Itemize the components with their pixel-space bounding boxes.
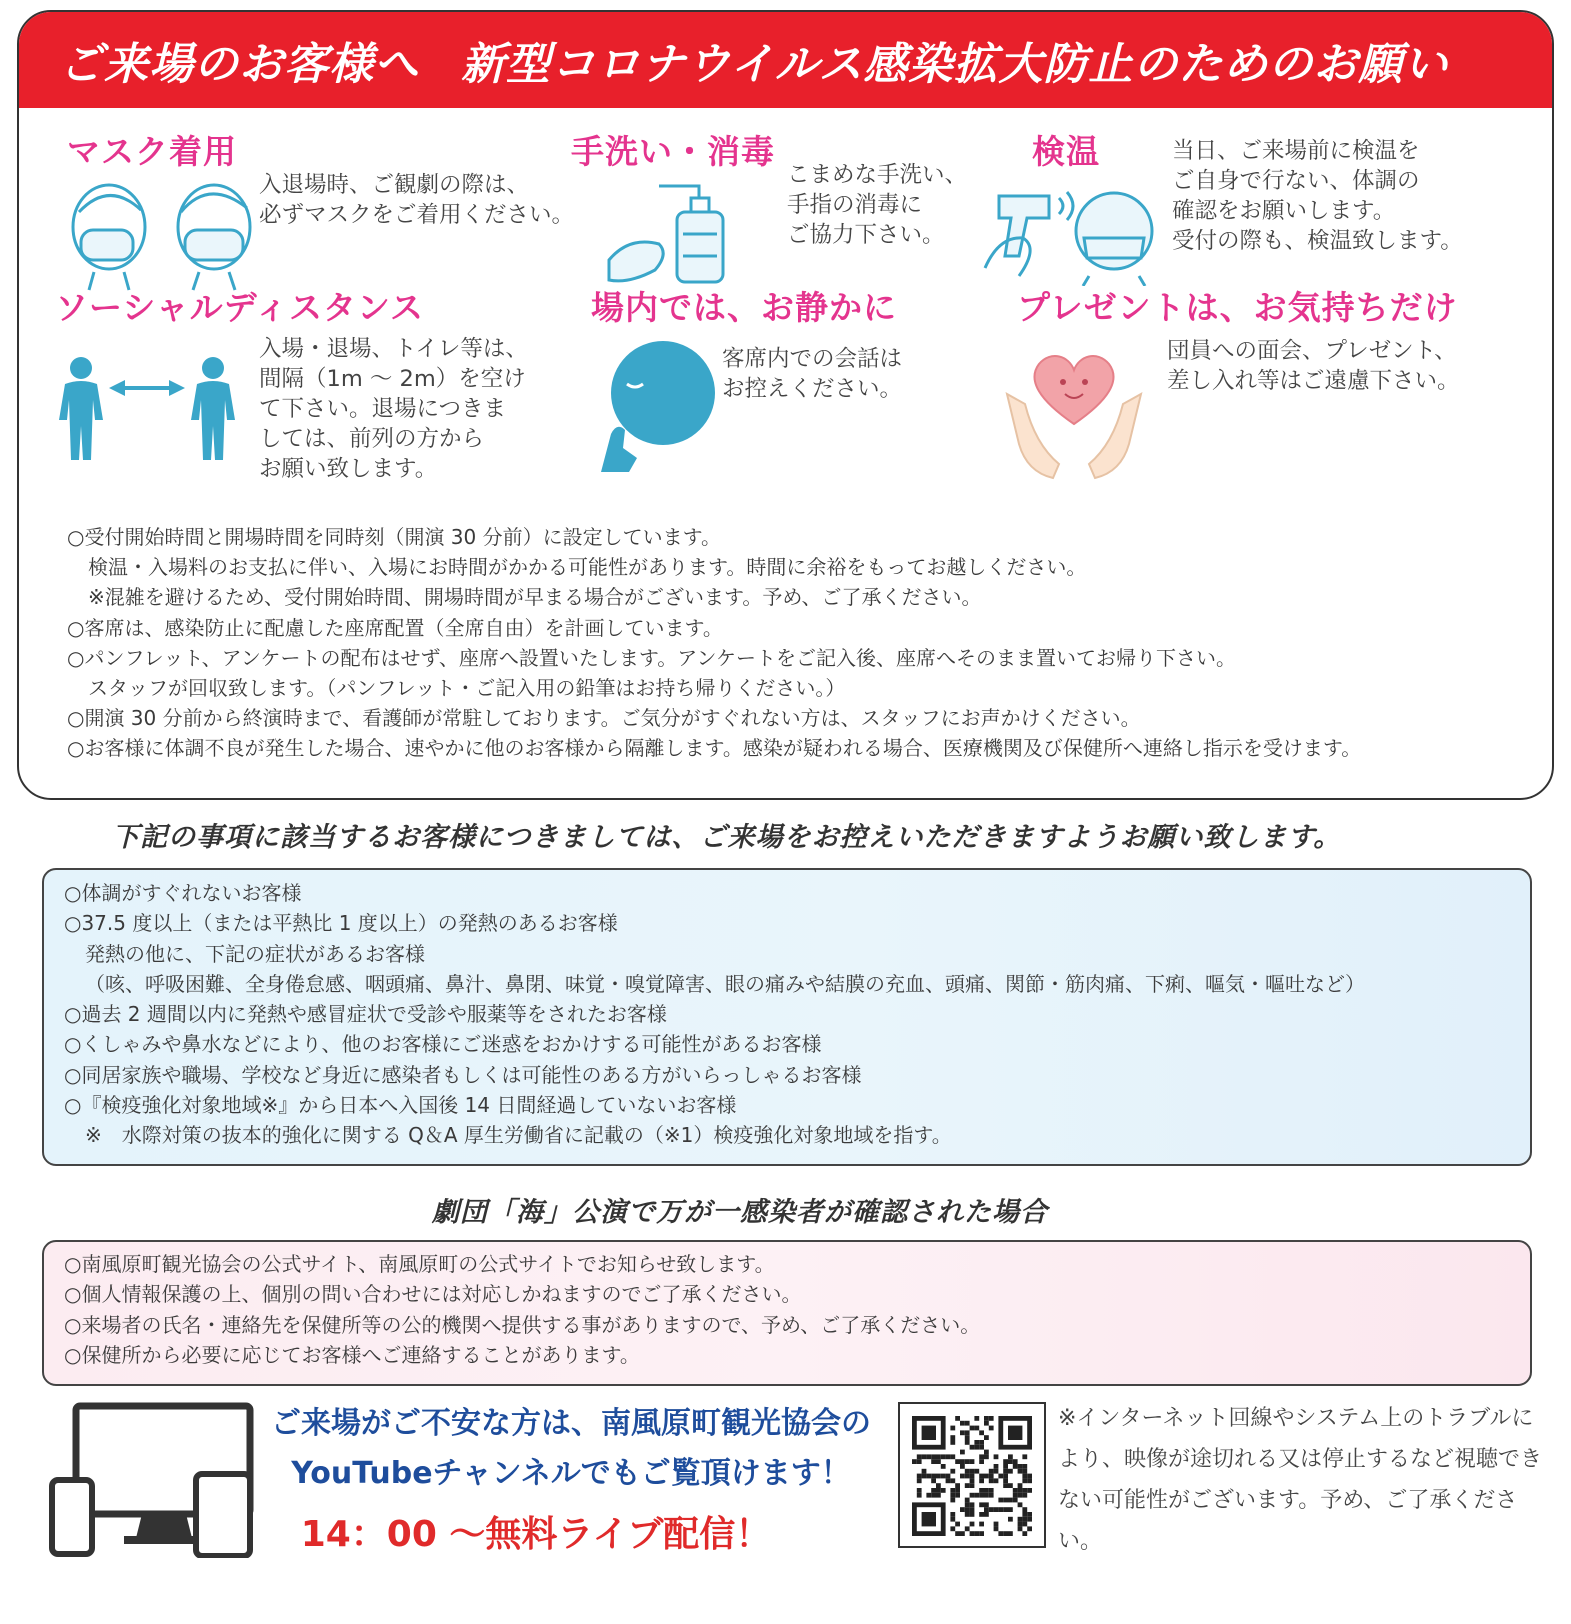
header-right: 新型コロナウイルス感染拡大防止のためのお願い: [461, 39, 1449, 90]
temperature-body: 当日、ご来場前に検温を ご自身で行ない、体調の 確認をお願いします。 受付の際も、検温致します。: [1172, 138, 1463, 254]
temperature-title: 検温: [1032, 132, 1100, 171]
list-item: 発熱の他に、下記の症状があるお客様: [85, 941, 425, 966]
list-item: （咳、呼吸困難、全身倦怠感、咽頭痛、鼻汁、鼻閉、味覚・嗅覚障害、眼の痛みや結膜の充血、頭痛、関節・筋肉痛、下痢、嘔気・嘔吐など）: [85, 971, 1365, 996]
disclaimer-text: ※インターネット回線やシステム上のトラブルにより、映像が途切れる又は停止するなど視聴できない可能性がございます。予め、ご了承ください。: [1058, 1406, 1543, 1554]
list-item: ○個人情報保護の上、個別の問い合わせには対応しかねますのでご了承ください。: [64, 1282, 802, 1307]
social-distance-icon: [53, 356, 243, 466]
note-item: ○開演 30 分前から終演時まで、看護師が常駐しております。ご気分がすぐれない方は、スタッフにお声かけください。: [67, 706, 1141, 731]
handwash-title: 手洗い・消毒: [571, 132, 775, 171]
quiet-face-icon: [593, 338, 723, 474]
thermometer-icon: [979, 176, 1159, 286]
note-item: ○お客様に体調不良が発生した場合、速やかに他のお客様から隔離します。感染が疑われる場合、医療機関及び保健所へ連絡し指示を受けます。: [67, 736, 1362, 761]
list-item: ○『検疫強化対象地域※』から日本へ入国後 14 日間経過していないお客様: [64, 1093, 737, 1118]
header-left: ご来場のお客様へ: [59, 39, 419, 90]
list-item: ○同居家族や職場、学校など身近に感染者もしくは可能性のある方がいらっしゃるお客様: [64, 1062, 862, 1087]
masked-face-icon: [59, 172, 259, 292]
note-item: スタッフが回収致します。（パンフレット・ご記入用の鉛筆はお持ち帰りください。）: [88, 676, 846, 701]
distance-body: 入場・退場、トイレ等は、 間隔（1m ～ 2m）を空け て下さい。退場につきま しては、前列の方から お願い致します。: [259, 336, 528, 482]
avoid-list: [64, 878, 1365, 1151]
avoid-heading: 下記の事項に該当するお客様につきましては、ご来場をお控えいただきますようお願い致します。: [112, 822, 1342, 853]
note-item: ○受付開始時間と開場時間を同時刻（開演 30 分前）に設定しています。: [67, 525, 722, 549]
mask-body: 入退場時、ご観劇の際は、 必ずマスクをご着用ください。: [259, 172, 575, 228]
note-item: 検温・入場料のお支払に伴い、入場にお時間がかかる可能性があります。時間に余裕をもってお越しください。: [88, 555, 1087, 580]
list-item: ※ 水際対策の抜本的強化に関する Q＆A 厚生労働省に記載の（※1）検疫強化対象地域を指す。: [85, 1123, 952, 1148]
list-item: ○南風原町観光協会の公式サイト、南風原町の公式サイトでお知らせ致します。: [64, 1252, 775, 1276]
hand-sanitizer-icon: [599, 172, 759, 290]
list-item: ○37.5 度以上（または平熱比 1 度以上）の発熱のあるお客様: [64, 911, 618, 936]
infection-heading: 劇団「海」公演で万が一感染者が確認された場合: [432, 1197, 1048, 1228]
present-title: プレゼントは、お気持ちだけ: [1017, 288, 1458, 327]
present-body: 団員への面会、プレゼント、 差し入れ等はご遠慮下さい。: [1167, 338, 1460, 394]
note-item: ○客席は、感染防止に配慮した座席配置（全席自由）を計画しています。: [67, 615, 723, 640]
infection-list: [64, 1249, 980, 1370]
notes-list: [67, 522, 1361, 764]
list-item: ○来場者の氏名・連絡先を保健所等の公的機関へ提供する事がありますので、予め、ご了承ください。: [64, 1312, 981, 1337]
infection-box: [42, 1240, 1532, 1386]
qr-code-icon[interactable]: [898, 1402, 1046, 1548]
youtube-line2: YouTubeチャンネルでもご覧頂けます！: [291, 1456, 851, 1491]
list-item: ○くしゃみや鼻水などにより、他のお客様にご迷惑をおかけする可能性があるお客様: [64, 1032, 822, 1057]
request-panel: [17, 10, 1554, 800]
youtube-line1: ご来場がご不安な方は、南風原町観光協会の: [271, 1406, 871, 1441]
heart-hands-icon: [999, 334, 1149, 482]
quiet-body: 客席内での会話は お控えください。: [722, 346, 903, 402]
panel-header: [19, 12, 1552, 108]
avoid-box: [42, 868, 1532, 1166]
list-item: ○体調がすぐれないお客様: [64, 881, 302, 905]
note-item: ○パンフレット、アンケートの配布はせず、座席へ設置いたします。アンケートをご記入後、座席へそのまま置いてお帰り下さい。: [67, 645, 1237, 670]
list-item: ○過去 2 週間以内に発熱や感冒症状で受診や服薬等をされたお客様: [64, 1002, 667, 1027]
quiet-title: 場内では、お静かに: [591, 288, 897, 327]
list-item: ○保健所から必要に応じてお客様へご連絡することがあります。: [64, 1342, 640, 1367]
distance-title: ソーシャルディスタンス: [55, 288, 425, 327]
note-item: ※混雑を避けるため、受付開始時間、開場時間が早まる場合がございます。予め、ご了承ください。: [88, 585, 982, 610]
live-stream-line: 14：00 ～無料ライブ配信！: [300, 1514, 772, 1555]
handwash-body: こまめな手洗い、 手指の消毒に ご協力下さい。: [787, 162, 968, 248]
mask-title: マスク着用: [67, 132, 237, 171]
devices-icon: [46, 1400, 256, 1558]
